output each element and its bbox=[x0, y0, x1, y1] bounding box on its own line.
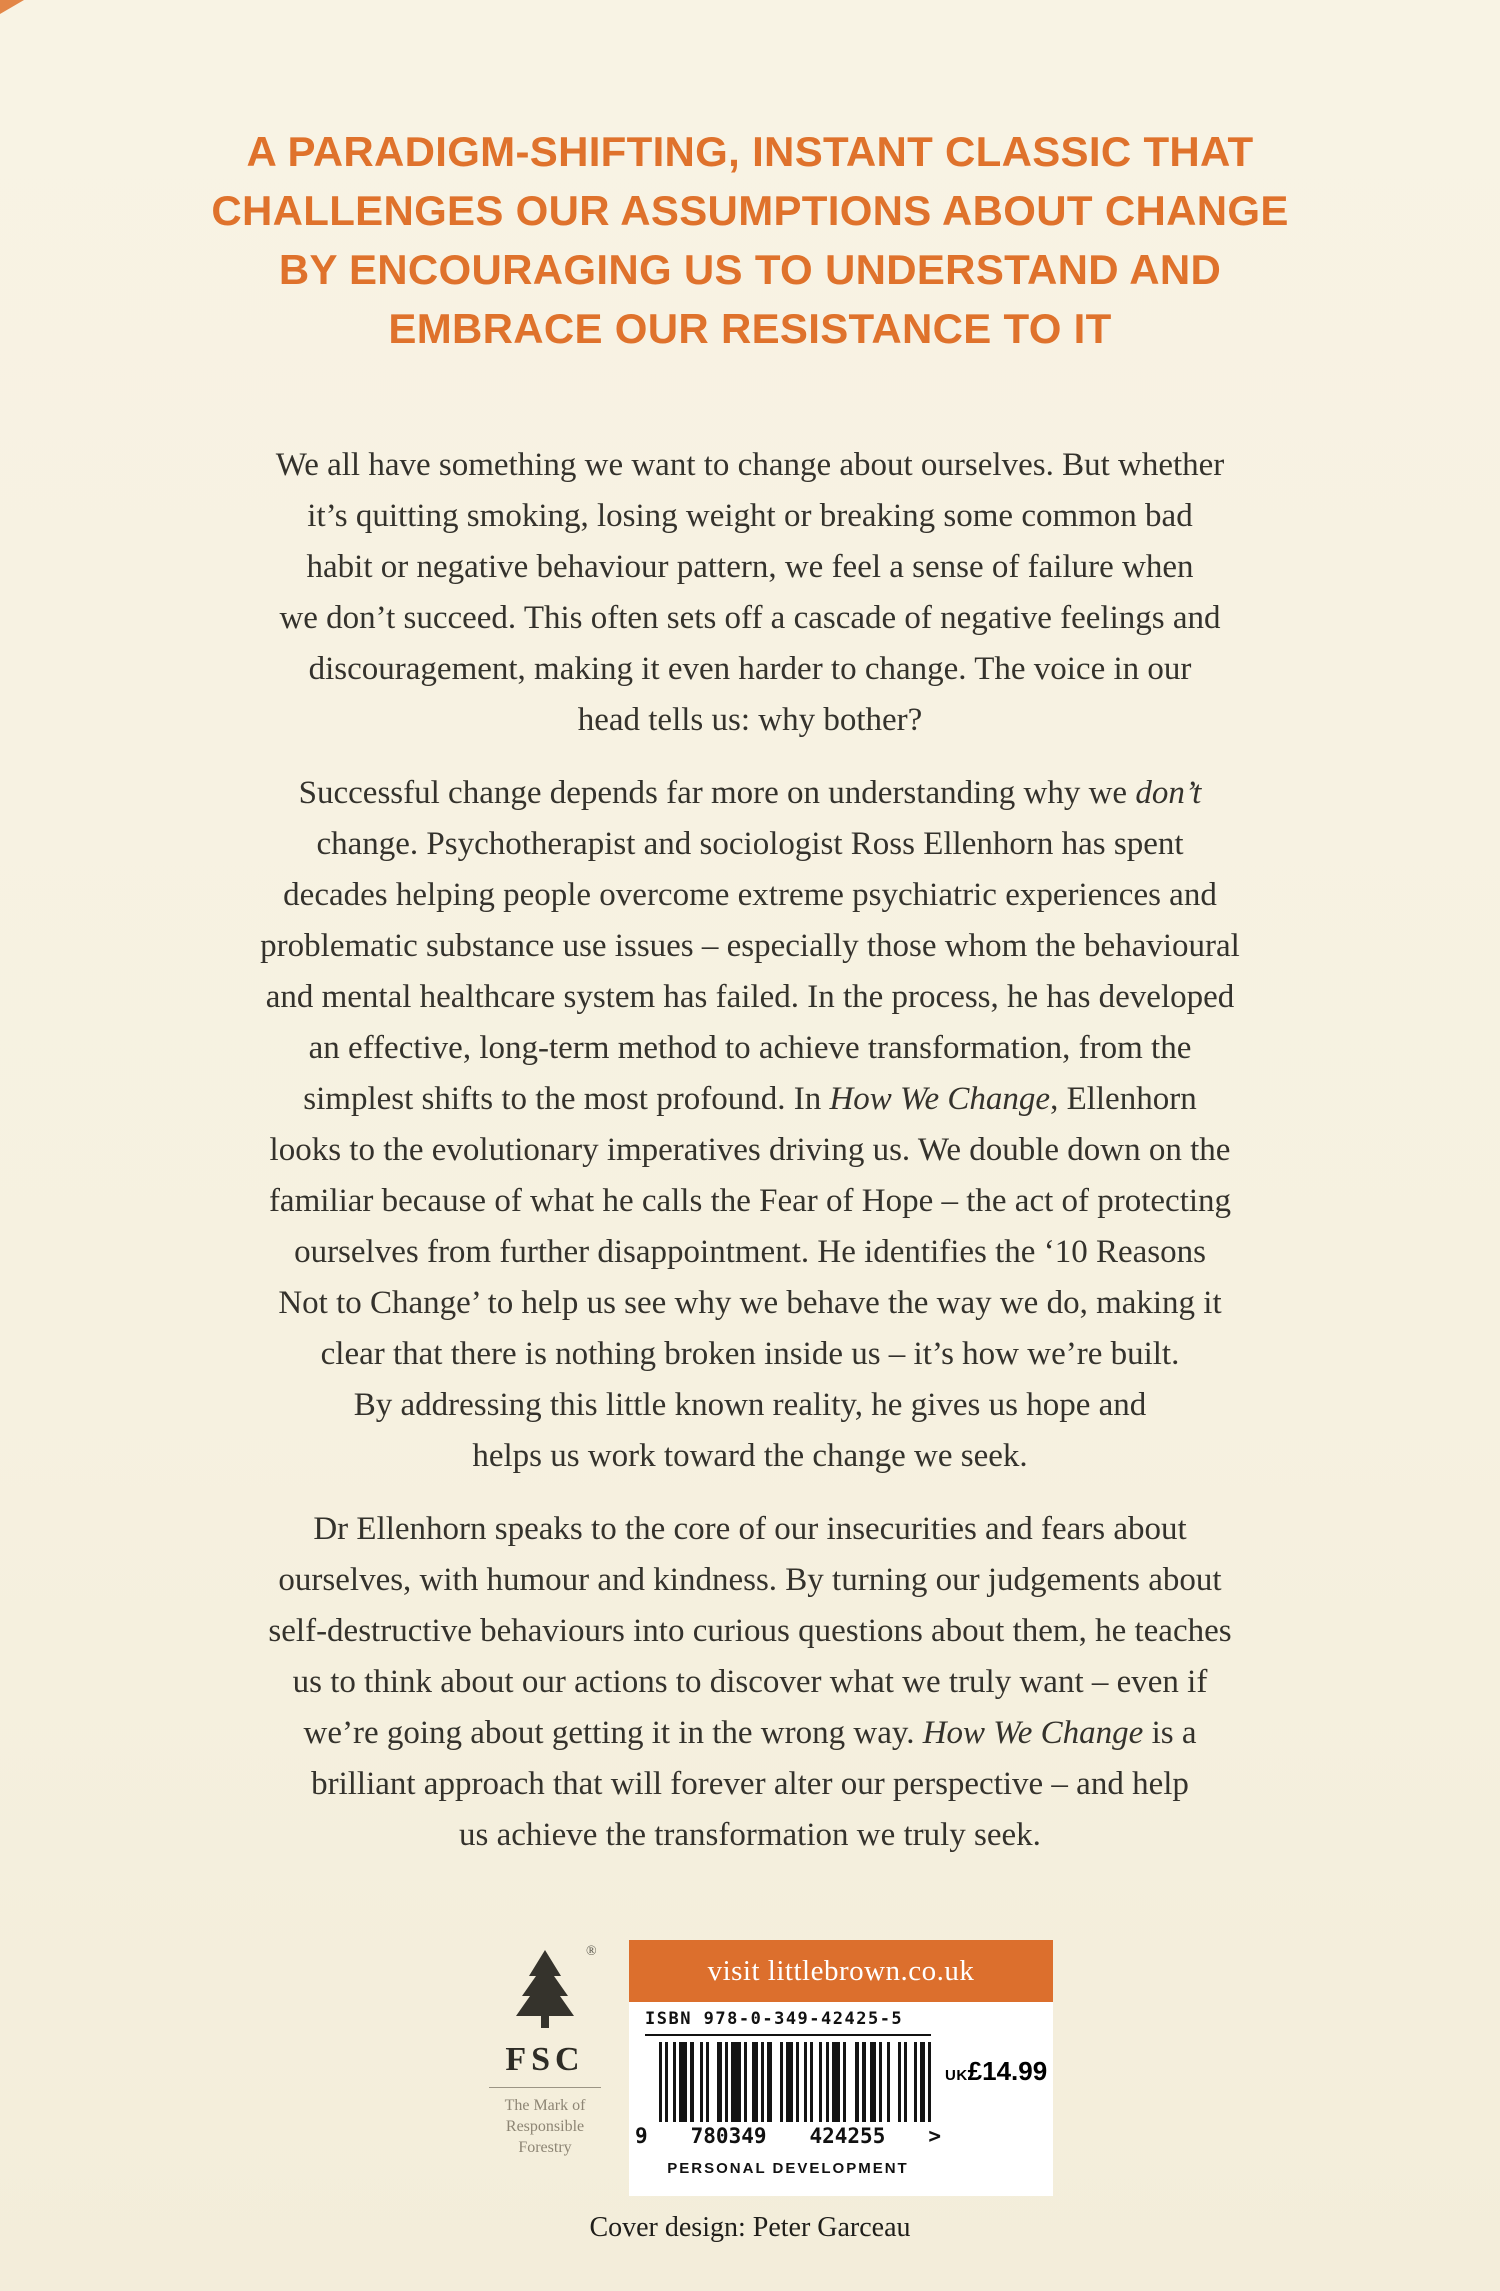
barcode-box bbox=[629, 2002, 1053, 2196]
publisher-url: visit littlebrown.co.uk bbox=[707, 1954, 975, 1987]
fsc-tagline bbox=[455, 2095, 635, 2158]
fsc-tagline-line: Forestry bbox=[518, 2139, 572, 2156]
fsc-label: FSC bbox=[505, 2041, 585, 2078]
barcode-space bbox=[772, 2042, 780, 2122]
blurb bbox=[100, 440, 1400, 1883]
category-label: PERSONAL DEVELOPMENT bbox=[667, 2160, 909, 2177]
blurb-paragraph bbox=[100, 768, 1400, 1482]
blurb-line: head tells us: why bother? bbox=[577, 702, 923, 738]
blurb-line: change. Psychotherapist and sociologist Ross Ellenhorn has spent bbox=[316, 826, 1184, 862]
cover-corner-artifact bbox=[0, 0, 24, 14]
blurb-line: we don’t succeed. This often sets off a cascade of negative feelings and bbox=[279, 600, 1221, 636]
blurb-line: ourselves from further disappointment. He identifies the ‘10 Reasons bbox=[294, 1234, 1206, 1270]
blurb-line: discouragement, making it even harder to change. The voice in our bbox=[308, 651, 1192, 687]
barcode-bar bbox=[679, 2042, 687, 2122]
blurb-line: us achieve the transformation we truly seek. bbox=[459, 1817, 1041, 1853]
isbn-label: ISBN 978-0-349-42425-5 bbox=[645, 2009, 904, 2029]
publisher-banner bbox=[629, 1940, 1053, 2002]
price bbox=[945, 2056, 1047, 2087]
blurb-line: us to think about our actions to discover what we truly want – even if bbox=[292, 1664, 1208, 1700]
blurb-line: problematic substance use issues – especially those whom the behavioural bbox=[260, 928, 1240, 964]
blurb-line: an effective, long-term method to achieve transformation, from the bbox=[308, 1030, 1192, 1066]
blurb-line: and mental healthcare system has failed. In the process, he has developed bbox=[265, 979, 1235, 1015]
blurb-line: decades helping people overcome extreme psychiatric experiences and bbox=[283, 877, 1217, 913]
headline-line: BY ENCOURAGING US TO UNDERSTAND AND bbox=[278, 246, 1222, 293]
barcode-space bbox=[846, 2042, 855, 2122]
fsc-divider bbox=[489, 2087, 601, 2088]
barcode-space bbox=[890, 2042, 898, 2122]
barcode-bar bbox=[832, 2042, 840, 2122]
blurb-line: We all have something we want to change about ourselves. But whether bbox=[275, 447, 1225, 483]
barcode-group: 424255 bbox=[809, 2124, 886, 2148]
blurb-paragraph bbox=[100, 440, 1400, 746]
headline-line: A PARADIGM-SHIFTING, INSTANT CLASSIC THAT bbox=[246, 128, 1254, 175]
blurb-line: By addressing this little known reality, he gives us hope and bbox=[353, 1387, 1147, 1423]
barcode-left-digit: 9 bbox=[635, 2124, 648, 2148]
cover-credit: Cover design: Peter Garceau bbox=[589, 2212, 911, 2243]
blurb-line: we’re going about getting it in the wrong way. How We Change is a bbox=[303, 1715, 1197, 1751]
fsc-registered-mark-icon: ® bbox=[586, 1944, 597, 1959]
isbn-rule bbox=[645, 2034, 931, 2036]
barcode-digits bbox=[635, 2124, 941, 2148]
blurb-paragraph bbox=[100, 1504, 1400, 1861]
blurb-line: habit or negative behaviour pattern, we feel a sense of failure when bbox=[306, 549, 1194, 585]
barcode-group: 780349 bbox=[690, 2124, 767, 2148]
price-amount: £14.99 bbox=[967, 2056, 1048, 2086]
blurb-line: Not to Change’ to help us see why we behave the way we do, making it bbox=[278, 1285, 1222, 1321]
blurb-line: clear that there is nothing broken inside us – it’s how we’re built. bbox=[320, 1336, 1180, 1372]
blurb-line: helps us work toward the change we seek. bbox=[472, 1438, 1028, 1474]
fsc-logo bbox=[455, 1944, 635, 2158]
blurb-line: it’s quitting smoking, losing weight or breaking some common bad bbox=[307, 498, 1193, 534]
blurb-line: looks to the evolutionary imperatives driving us. We double down on the bbox=[269, 1132, 1231, 1168]
blurb-line: self-destructive behaviours into curious questions about them, he teaches bbox=[268, 1613, 1232, 1649]
barcode-space bbox=[709, 2042, 717, 2122]
fsc-tagline-line: Responsible bbox=[505, 2118, 585, 2135]
price-region-label: UK bbox=[945, 2067, 968, 2084]
blurb-line: simplest shifts to the most profound. In How We Change, Ellenhorn bbox=[303, 1081, 1197, 1117]
headline bbox=[0, 122, 1500, 358]
blurb-line: ourselves, with humour and kindness. By turning our judgements about bbox=[278, 1562, 1222, 1598]
blurb-line: Dr Ellenhorn speaks to the core of our insecurities and fears about bbox=[313, 1511, 1187, 1547]
barcode bbox=[659, 2042, 931, 2122]
fsc-tree-icon bbox=[508, 1948, 582, 2032]
blurb-line: Successful change depends far more on understanding why we don’t bbox=[298, 775, 1202, 811]
headline-line: CHALLENGES OUR ASSUMPTIONS ABOUT CHANGE bbox=[211, 187, 1289, 234]
blurb-line: familiar because of what he calls the Fear of Hope – the act of protecting bbox=[268, 1183, 1232, 1219]
headline-line: EMBRACE OUR RESISTANCE TO IT bbox=[388, 305, 1112, 352]
barcode-bar bbox=[731, 2042, 740, 2122]
barcode-bar bbox=[928, 2042, 931, 2122]
blurb-line: brilliant approach that will forever alter our perspective – and help bbox=[311, 1766, 1189, 1802]
barcode-suffix: > bbox=[928, 2124, 941, 2148]
fsc-tagline-line: The Mark of bbox=[504, 2097, 586, 2114]
